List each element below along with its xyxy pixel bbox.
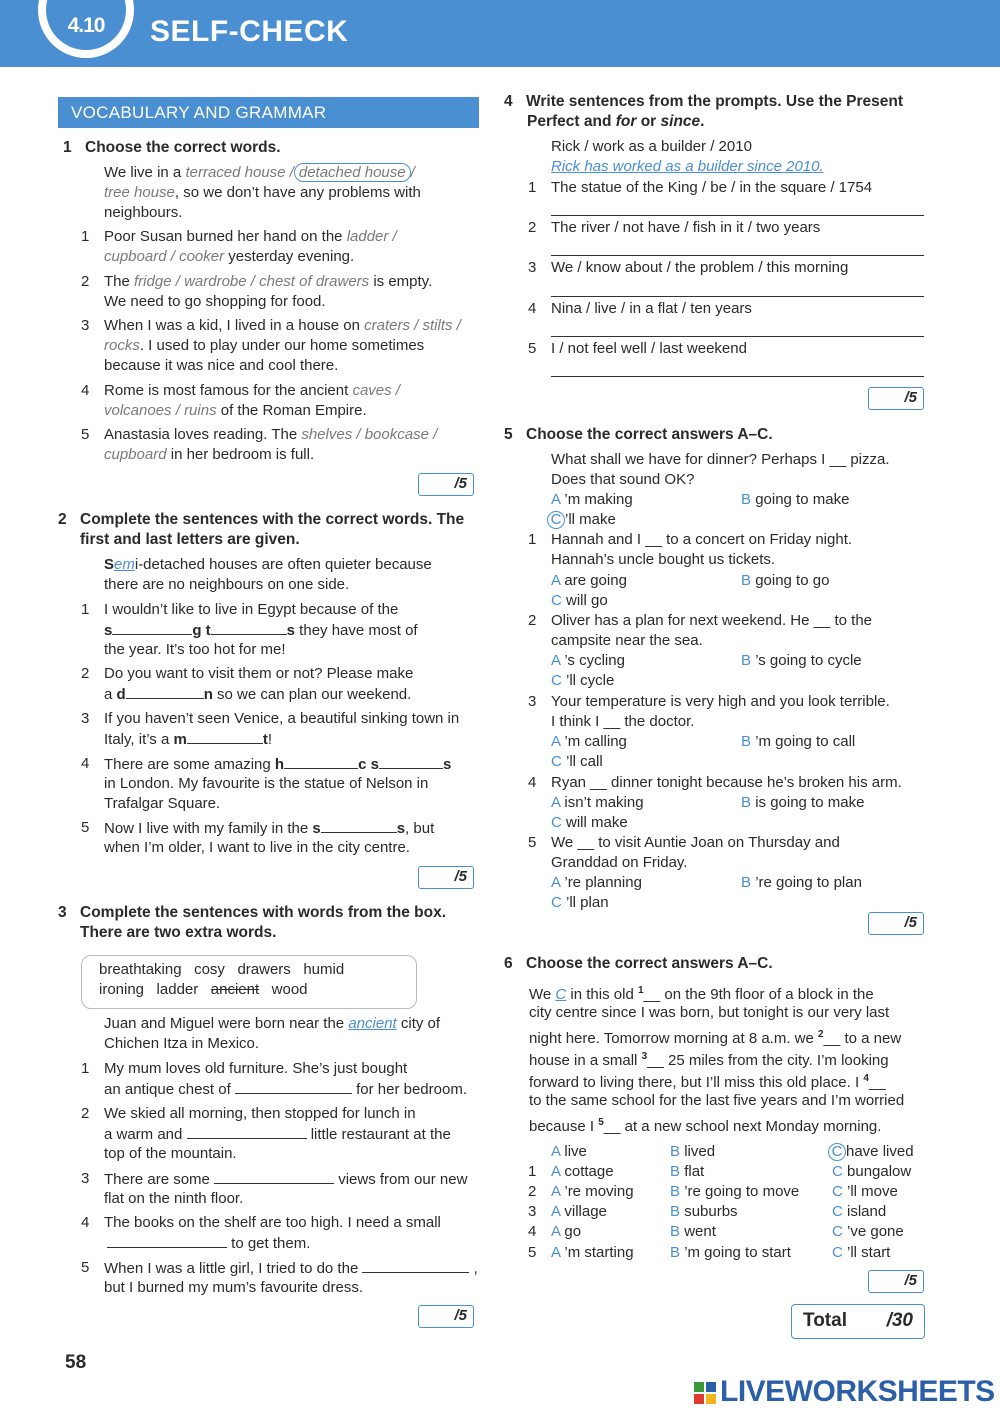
- answer-blank[interactable]: [211, 620, 287, 635]
- q5-item-2-line2: campsite near the sea.: [551, 632, 703, 649]
- option-c[interactable]: C island: [832, 1203, 887, 1220]
- answer-blank[interactable]: [112, 620, 192, 635]
- q1-example-line2: tree house, so we don’t have any problems with: [104, 184, 421, 201]
- option-c-selected[interactable]: C have lived: [828, 1142, 914, 1162]
- word-option[interactable]: stilts: [422, 317, 453, 334]
- q4-score-box: /5: [868, 387, 924, 410]
- q3-item-1: My mum loves old furniture. She’s just bought: [104, 1060, 408, 1077]
- q2-item-1: I wouldn’t like to live in Egypt because of the: [104, 601, 399, 618]
- q6-text-line3: night here. Tomorrow morning at 8 a.m. we $^2$__ to a new: [529, 1029, 902, 1047]
- answer-blank[interactable]: [235, 1079, 352, 1094]
- q4-example-prompt: Rick / work as a builder / 2010: [551, 138, 752, 155]
- q1-item-4: Rome is most famous for the ancient caves /: [104, 382, 400, 399]
- q5-item-number: 5: [528, 834, 537, 851]
- q1-item-number: 5: [81, 426, 90, 443]
- q1-heading: 1 Choose the correct words.: [63, 139, 281, 156]
- q1-score-box: /5: [418, 473, 474, 496]
- q3-item-2-line2: a warm and little restaurant at the: [104, 1126, 451, 1143]
- q6-text-line4: house in a small $^3$__ 25 miles from the city. I’m looking: [529, 1051, 889, 1069]
- q3-heading: 3 Complete the sentences with words from the box.: [58, 904, 447, 921]
- q5-item-number: 1: [528, 531, 537, 548]
- option-c[interactable]: C will go: [551, 592, 608, 609]
- q1-item-3-line2: rocks. I used to play under our home sometimes: [104, 337, 425, 354]
- q2-heading: 2 Complete the sentences with the correct words. The: [58, 511, 465, 528]
- word-option[interactable]: chest of drawers: [259, 273, 370, 290]
- q2-item-number: 1: [81, 601, 90, 618]
- answer-blank[interactable]: [107, 1233, 227, 1248]
- q4-item-1: The statue of the King / be / in the square / 1754: [551, 179, 873, 196]
- q6-item-number: 5: [528, 1244, 537, 1261]
- q1-item-4-line2: volcanoes / ruins of the Roman Empire.: [104, 402, 367, 419]
- answer-line[interactable]: [551, 255, 924, 256]
- q1-item-number: 3: [81, 317, 90, 334]
- option-a[interactable]: A cottage: [551, 1163, 614, 1180]
- q5-example: What shall we have for dinner? Perhaps I __ pizza.: [551, 451, 890, 468]
- q3-item-1-line2: an antique chest of for her bedroom.: [104, 1081, 467, 1098]
- liveworksheets-icon: [694, 1382, 716, 1404]
- q1-item-3: When I was a kid, I lived in a house on craters / stilts /: [104, 317, 461, 334]
- option-c-selected[interactable]: C ’ll make: [547, 510, 616, 530]
- option-c[interactable]: C ’ll move: [832, 1183, 898, 1200]
- q3-item-3: There are some views from our new: [104, 1171, 468, 1188]
- option-a[interactable]: A go: [551, 1223, 582, 1240]
- word-option[interactable]: ladder: [346, 228, 389, 245]
- page-number: 58: [65, 1352, 87, 1373]
- option-b[interactable]: B ’m going to start: [670, 1244, 791, 1261]
- option-b[interactable]: B suburbs: [670, 1203, 738, 1220]
- q4-item-number: 4: [528, 300, 537, 317]
- q5-score-box: /5: [868, 912, 924, 935]
- option-c[interactable]: C ’ll call: [551, 753, 603, 770]
- q2-item-number: 2: [81, 665, 90, 682]
- option-b[interactable]: B ’re going to move: [670, 1183, 800, 1200]
- q3-example-line2: Chichen Itza in Mexico.: [104, 1035, 260, 1052]
- q6-item-number: 2: [528, 1183, 537, 1200]
- answer-line[interactable]: [551, 296, 924, 297]
- selected-answer: detached house: [294, 163, 411, 182]
- option-a[interactable]: A ’s cycling: [551, 652, 625, 669]
- q1-item-1: Poor Susan burned her hand on the ladder /: [104, 228, 397, 245]
- q6-text-line6: to the same school for the last five years and I’m worried: [529, 1092, 905, 1109]
- answer-blank[interactable]: [362, 1258, 469, 1273]
- q5-example-line2: Does that sound OK?: [551, 471, 695, 488]
- answer-blank[interactable]: [214, 1169, 334, 1184]
- q1-item-number: 4: [81, 382, 90, 399]
- q6-score-box: /5: [868, 1270, 924, 1293]
- q2-score-box: /5: [418, 866, 474, 889]
- q1-item-2-line2: We need to go shopping for food.: [104, 293, 326, 310]
- word-option[interactable]: cooker: [179, 248, 225, 265]
- q3-item-4-line2: to get them.: [107, 1233, 310, 1254]
- q5-item-number: 4: [528, 774, 537, 791]
- section-title: VOCABULARY AND GRAMMAR: [58, 97, 479, 128]
- option-b[interactable]: B ’m going to call: [741, 733, 856, 750]
- q4-item-3: We / know about / the problem / this morning: [551, 259, 849, 276]
- q6-item-number: 3: [528, 1203, 537, 1220]
- q1-item-5: Anastasia loves reading. The shelves / bookcase /: [104, 426, 438, 443]
- unit-number: 4.10: [46, 0, 126, 50]
- q4-item-4: Nina / live / in a flat / ten years: [551, 300, 752, 317]
- q1-example-line3: neighbours.: [104, 204, 183, 221]
- answer-blank[interactable]: [187, 729, 263, 744]
- q4-item-2: The river / not have / fish in it / two years: [551, 219, 821, 236]
- option-a[interactable]: A ’re planning: [551, 874, 642, 891]
- word-option[interactable]: craters: [364, 317, 410, 334]
- q3-item-number: 4: [81, 1214, 90, 1231]
- q4-item-number: 5: [528, 340, 537, 357]
- q6-item-number: 4: [528, 1223, 537, 1240]
- q3-item-2-line3: top of the mountain.: [104, 1145, 237, 1162]
- word-option[interactable]: ruins: [184, 402, 217, 419]
- q1-item-5-line2: cupboard in her bedroom is full.: [104, 446, 315, 463]
- q1-example-line1: We live in a terraced house / detached house /: [104, 164, 415, 181]
- answer-line[interactable]: [551, 336, 924, 337]
- q4-heading-line2: Perfect and for or since.: [527, 113, 705, 130]
- q2-item-number: 3: [81, 710, 90, 727]
- total-label: Total: [803, 1310, 847, 1331]
- q5-item-5-line2: Granddad on Friday.: [551, 854, 688, 871]
- q3-heading-line2: There are two extra words.: [80, 924, 277, 941]
- answer-blank[interactable]: [284, 754, 358, 769]
- q2-item-1-line3: the year. It’s too hot for me!: [104, 641, 286, 658]
- q4-example-answer: Rick has worked as a builder since 2010.: [551, 158, 824, 175]
- option-b[interactable]: B went: [670, 1223, 716, 1240]
- word-box-row2: ironing ladder ancient wood: [99, 981, 308, 998]
- option-b[interactable]: B is going to make: [741, 794, 865, 811]
- option-a[interactable]: A ’re moving: [551, 1183, 634, 1200]
- q5-item-number: 3: [528, 693, 537, 710]
- option-a[interactable]: A ’m calling: [551, 733, 627, 750]
- answer-blank[interactable]: [187, 1124, 307, 1139]
- q3-item-number: 5: [81, 1259, 90, 1276]
- option-c[interactable]: C ’ll plan: [551, 894, 609, 911]
- option-a[interactable]: A ’m starting: [551, 1244, 634, 1261]
- word-option[interactable]: bookcase: [364, 426, 429, 443]
- q2-item-5: Now I live with my family in the s s, but: [104, 820, 435, 837]
- q3-example: Juan and Miguel were born near the ancient city of: [104, 1015, 441, 1032]
- q3-item-5-line2: but I burned my mum’s favourite dress.: [104, 1279, 363, 1296]
- q2-item-3: If you haven’t seen Venice, a beautiful sinking town in: [104, 710, 460, 727]
- q2-item-4: There are some amazing h c s s: [104, 756, 452, 773]
- option-c[interactable]: C ’ve gone: [832, 1223, 904, 1240]
- q4-item-number: 2: [528, 219, 537, 236]
- option-c[interactable]: C ’ll cycle: [551, 672, 615, 689]
- q6-text-line7: because I $^5$__ at a new school next Monday morning.: [529, 1117, 882, 1135]
- q2-item-5-line2: when I’m older, I want to live in the city centre.: [104, 839, 410, 856]
- word-option[interactable]: wardrobe: [184, 273, 247, 290]
- option-b[interactable]: B going to go: [741, 572, 830, 589]
- q3-item-number: 3: [81, 1170, 90, 1187]
- q5-item-2: Oliver has a plan for next weekend. He __ to the: [551, 612, 873, 629]
- q3-item-number: 2: [81, 1105, 90, 1122]
- answer-blank[interactable]: [379, 754, 443, 769]
- q1-item-1-line2: cupboard / cooker yesterday evening.: [104, 248, 355, 265]
- word-option[interactable]: fridge: [134, 273, 172, 290]
- q2-item-1-line2: s g t s they have most of: [104, 622, 418, 639]
- q5-item-1: Hannah and I __ to a concert on Friday night.: [551, 531, 853, 548]
- q6-text-line2: city centre since I was born, but tonight is our very last: [529, 1004, 890, 1021]
- q1-item-3-line3: because it was nice and cool there.: [104, 357, 339, 374]
- q2-item-2-line2: a d n so we can plan our weekend.: [104, 686, 412, 703]
- q5-heading: 5 Choose the correct answers A–C.: [504, 426, 773, 443]
- q3-item-2: We skied all morning, then stopped for lunch in: [104, 1105, 416, 1122]
- q4-heading: 4 Write sentences from the prompts. Use the Present: [504, 93, 903, 110]
- option-a[interactable]: A are going: [551, 572, 627, 589]
- q5-item-number: 2: [528, 612, 537, 629]
- used-word: ancient: [210, 981, 260, 998]
- option-a[interactable]: A village: [551, 1203, 607, 1220]
- word-option[interactable]: rocks: [104, 337, 140, 354]
- q6-text-line5: forward to living there, but I’ll miss this old place. I $^4$__: [529, 1073, 886, 1091]
- option-a[interactable]: A live: [551, 1143, 587, 1160]
- q4-item-number: 3: [528, 259, 537, 276]
- word-option[interactable]: shelves: [301, 426, 353, 443]
- answer-blank[interactable]: [126, 684, 204, 699]
- option-b[interactable]: B lived: [670, 1143, 716, 1160]
- q1-item-number: 2: [81, 273, 90, 290]
- q1-item-2: The fridge / wardrobe / chest of drawers is empty.: [104, 273, 433, 290]
- q2-item-4-line2: in London. My favourite is the statue of Nelson in: [104, 775, 429, 792]
- q2-example-line2: there are no neighbours on one side.: [104, 576, 350, 593]
- word-option[interactable]: volcanoes: [104, 402, 172, 419]
- answer-line[interactable]: [551, 215, 924, 216]
- page-title: SELF-CHECK: [150, 15, 349, 48]
- option-b[interactable]: B ’s going to cycle: [741, 652, 862, 669]
- option-b[interactable]: B flat: [670, 1163, 705, 1180]
- option-b[interactable]: B going to make: [741, 491, 850, 508]
- q5-item-3: Your temperature is very high and you look terrible.: [551, 693, 890, 710]
- q5-item-3-line2: I think I __ the doctor.: [551, 713, 695, 730]
- word-box-row1: breathtaking cosy drawers humid: [99, 961, 345, 978]
- q6-heading: 6 Choose the correct answers A–C.: [504, 955, 773, 972]
- q1-item-number: 1: [81, 228, 90, 245]
- word-option[interactable]: cupboard: [104, 446, 167, 463]
- q6-item-number: 1: [528, 1163, 537, 1180]
- word-option[interactable]: caves: [352, 382, 392, 399]
- liveworksheets-logo: LIVEWORKSHEETS: [694, 1375, 995, 1409]
- option-c[interactable]: C bungalow: [832, 1163, 912, 1180]
- q2-item-number: 5: [81, 819, 90, 836]
- q3-item-5: When I was a little girl, I tried to do the ,: [104, 1260, 478, 1277]
- option-b[interactable]: B ’re going to plan: [741, 874, 862, 891]
- q5-item-1-line2: Hannah’s uncle bought us tickets.: [551, 551, 776, 568]
- word-option[interactable]: cupboard: [104, 248, 167, 265]
- option-c[interactable]: C will make: [551, 814, 628, 831]
- q6-text-line1: We C in this old $^1$__ on the 9th floor of a block in the: [529, 985, 874, 1003]
- q2-item-2: Do you want to visit them or not? Please make: [104, 665, 414, 682]
- option-a[interactable]: A ’m making: [551, 491, 633, 508]
- total-score-box: [791, 1304, 925, 1339]
- q4-item-5: I / not feel well / last weekend: [551, 340, 747, 357]
- q2-example: Semi-detached houses are often quieter because: [104, 556, 432, 573]
- q3-item-4: The books on the shelf are too high. I need a small: [104, 1214, 441, 1231]
- q3-score-box: /5: [418, 1305, 474, 1328]
- q5-item-5: We __ to visit Auntie Joan on Thursday and: [551, 834, 840, 851]
- q2-item-number: 4: [81, 755, 90, 772]
- q3-item-3-line2: flat on the ninth floor.: [104, 1190, 244, 1207]
- q4-item-number: 1: [528, 179, 537, 196]
- answer-line[interactable]: [551, 376, 924, 377]
- answer-blank[interactable]: [321, 818, 397, 833]
- q2-item-3-line2: Italy, it’s a m t!: [104, 731, 272, 748]
- q3-item-number: 1: [81, 1060, 90, 1077]
- total-score: /30: [886, 1310, 913, 1331]
- option-c[interactable]: C ’ll start: [832, 1244, 891, 1261]
- q2-heading-line2: first and last letters are given.: [80, 531, 300, 548]
- q5-item-4: Ryan __ dinner tonight because he’s broken his arm.: [551, 774, 902, 791]
- option-a[interactable]: A isn’t making: [551, 794, 644, 811]
- q2-item-4-line3: Trafalgar Square.: [104, 795, 221, 812]
